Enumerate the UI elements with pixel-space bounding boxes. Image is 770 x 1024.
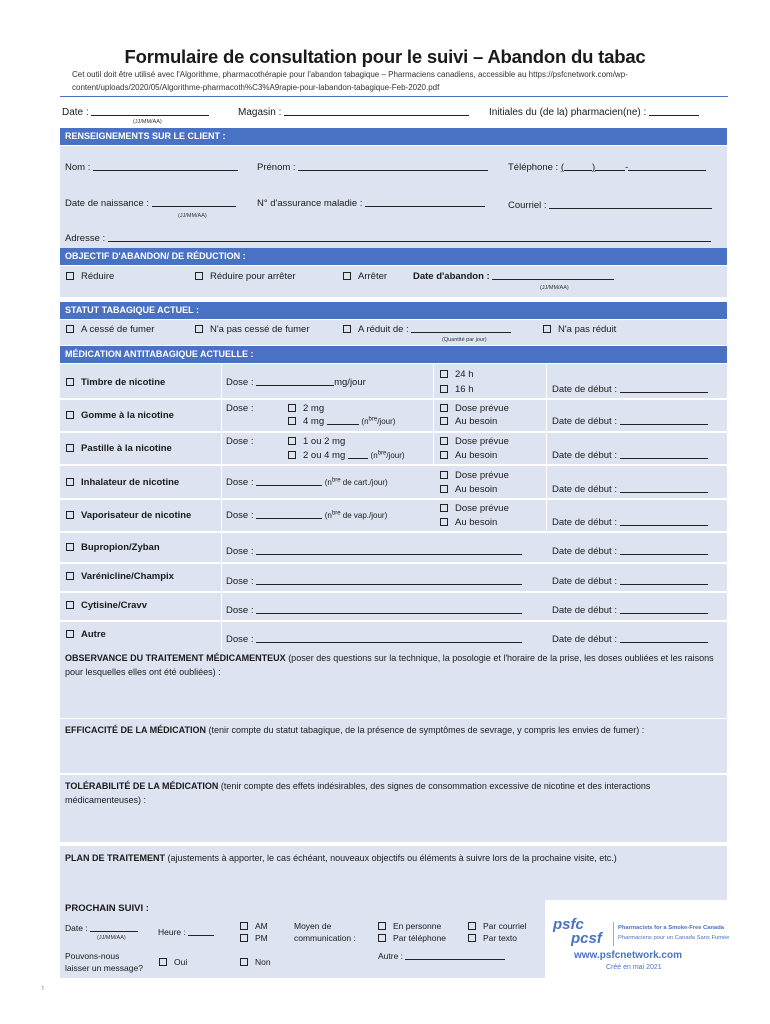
health-insurance-field[interactable]: N° d'assurance maladie : bbox=[257, 198, 485, 209]
gum-checkbox[interactable]: Gomme à la nicotine bbox=[66, 410, 174, 421]
message-no-checkbox[interactable]: Non bbox=[240, 957, 271, 967]
lozenge-as-needed-checkbox[interactable]: Au besoin bbox=[440, 450, 497, 461]
other-med-dose-field[interactable]: Dose : bbox=[226, 634, 522, 645]
table-divider bbox=[546, 364, 547, 530]
lozenge-1-2mg-checkbox[interactable]: 1 ou 2 mg bbox=[288, 436, 345, 447]
status-not-quit-checkbox[interactable]: N'a pas cessé de fumer bbox=[195, 324, 310, 335]
by-phone-checkbox[interactable]: Par téléphone bbox=[378, 933, 446, 943]
header-date-field[interactable]: Date : bbox=[62, 107, 209, 118]
table-divider bbox=[221, 364, 222, 650]
varenicline-dose-field[interactable]: Dose : bbox=[226, 576, 522, 587]
varenicline-checkbox[interactable]: Varénicline/Champix bbox=[66, 571, 174, 582]
spray-dose-field[interactable]: Dose : ($n^{bre}$ de vap./jour) bbox=[226, 510, 388, 521]
adherence-heading: OBSERVANCE DU TRAITEMENT MÉDICAMENTEUX (poser des questions sur la technique, la posologie et l'horaire de la prise, les doses oubliées et les raisons pour lesquelles elles ont été oubliées) : bbox=[65, 653, 714, 677]
spray-start-date[interactable]: Date de début : bbox=[552, 517, 708, 528]
form-title: Formulaire de consultation pour le suivi – Abandon du tabac bbox=[124, 46, 646, 67]
gum-2mg-checkbox[interactable]: 2 mg bbox=[288, 403, 324, 414]
gum-as-needed-checkbox[interactable]: Au besoin bbox=[440, 416, 497, 427]
spray-planned-checkbox[interactable]: Dose prévue bbox=[440, 503, 509, 514]
email-field[interactable]: Courriel : bbox=[508, 200, 712, 211]
patch-dose-field[interactable]: Dose : mg/jour bbox=[226, 377, 366, 388]
treatment-plan-heading: PLAN DE TRAITEMENT (ajustements à apporter, le cas échéant, nouveaux objectifs ou éléments à suivre lors de la prochaine visite, etc.) bbox=[65, 853, 617, 863]
birth-date-format-hint: (JJ/MM/AA) bbox=[178, 213, 207, 219]
varenicline-start-date[interactable]: Date de début : bbox=[552, 576, 708, 587]
table-row-divider bbox=[60, 498, 727, 500]
tolerability-heading: TOLÉRABILITÉ DE LA MÉDICATION (tenir compte des effets indésirables, des signes de consommation excessive de nicotine et des interactions médicamenteuses) : bbox=[65, 781, 651, 805]
spray-checkbox[interactable]: Vaporisateur de nicotine bbox=[66, 510, 191, 521]
leave-message-label: Pouvons-nous bbox=[65, 951, 120, 961]
by-email-checkbox[interactable]: Par courriel bbox=[468, 921, 526, 931]
logo-french-name: Pharmaciens pour un Canada Sans Fumée bbox=[618, 935, 730, 941]
patch-16h-checkbox[interactable]: 16 h bbox=[440, 384, 474, 395]
table-divider bbox=[433, 364, 434, 465]
table-row-divider bbox=[60, 398, 727, 400]
cytisine-start-date[interactable]: Date de début : bbox=[552, 605, 708, 616]
psfc-logo: psfc pcsf bbox=[553, 916, 602, 947]
status-not-reduced-checkbox[interactable]: N'a pas réduit bbox=[543, 324, 616, 335]
status-band: STATUT TABAGIQUE ACTUEL : bbox=[60, 302, 727, 319]
table-row-divider bbox=[60, 562, 727, 564]
followup-date-field[interactable]: Date : bbox=[65, 923, 138, 933]
gum-4mg-checkbox[interactable]: 4 mg $(n^{bre}/jour)$ bbox=[288, 416, 395, 427]
patch-start-date[interactable]: Date de début : bbox=[552, 384, 708, 395]
intro-text: Cet outil doit être utilisé avec l'Algorithme, pharmacothérapie pour l'abandon tabagique – Pharmaciens canadiens, accessible au https://psfcnetwork.com/wp-content/uploads/2020/05/Algorithme-pharmacoth%C3%A9rapie-pour-labandon-tabagique-Feb-2020.pdf bbox=[72, 70, 628, 92]
message-yes-checkbox[interactable]: Oui bbox=[159, 957, 187, 967]
next-followup-title: PROCHAIN SUIVI : bbox=[65, 903, 149, 914]
divider bbox=[60, 96, 728, 97]
goal-band: OBJECTIF D'ABANDON/ DE RÉDUCTION : bbox=[60, 248, 727, 265]
spray-as-needed-checkbox[interactable]: Au besoin bbox=[440, 517, 497, 528]
page-mark: t bbox=[42, 985, 44, 992]
created-date-note: Créé en mai 2021 bbox=[606, 964, 662, 971]
status-quit-checkbox[interactable]: A cessé de fumer bbox=[66, 324, 154, 335]
inhaler-checkbox[interactable]: Inhalateur de nicotine bbox=[66, 477, 179, 488]
first-name-field[interactable]: Prénom : bbox=[257, 162, 488, 173]
quit-date-field[interactable]: Date d'abandon : bbox=[413, 271, 614, 282]
inhaler-planned-checkbox[interactable]: Dose prévue bbox=[440, 470, 509, 481]
address-field[interactable]: Adresse : bbox=[65, 233, 711, 244]
date-format-hint: (JJ/MM/AA) bbox=[133, 119, 162, 125]
goal-quit-checkbox[interactable]: Arrêter bbox=[343, 271, 387, 282]
patch-24h-checkbox[interactable]: 24 h bbox=[440, 369, 474, 380]
other-med-checkbox[interactable]: Autre bbox=[66, 629, 106, 640]
lozenge-start-date[interactable]: Date de début : bbox=[552, 450, 708, 461]
goal-reduce-checkbox[interactable]: Réduire bbox=[66, 271, 114, 282]
other-contact-field[interactable]: Autre : bbox=[378, 951, 505, 961]
client-info-band: RENSEIGNEMENTS SUR LE CLIENT : bbox=[60, 128, 727, 145]
bupropion-start-date[interactable]: Date de début : bbox=[552, 546, 708, 557]
pm-checkbox[interactable]: PM bbox=[240, 933, 268, 943]
patch-checkbox[interactable]: Timbre de nicotine bbox=[66, 377, 165, 388]
bupropion-dose-field[interactable]: Dose : bbox=[226, 546, 522, 557]
by-text-checkbox[interactable]: Par texto bbox=[468, 933, 517, 943]
inhaler-start-date[interactable]: Date de début : bbox=[552, 484, 708, 495]
gum-dose-label: Dose : bbox=[226, 403, 254, 414]
other-med-start-date[interactable]: Date de début : bbox=[552, 634, 708, 645]
last-name-field[interactable]: Nom : bbox=[65, 162, 238, 173]
logo-divider bbox=[613, 922, 614, 946]
in-person-checkbox[interactable]: En personne bbox=[378, 921, 441, 931]
gum-planned-checkbox[interactable]: Dose prévue bbox=[440, 403, 509, 414]
goal-reduce-to-quit-checkbox[interactable]: Réduire pour arrêter bbox=[195, 271, 296, 282]
cytisine-dose-field[interactable]: Dose : bbox=[226, 605, 522, 616]
followup-date-format-hint: (JJ/MM/AA) bbox=[97, 935, 126, 941]
inhaler-as-needed-checkbox[interactable]: Au besoin bbox=[440, 484, 497, 495]
lozenge-planned-checkbox[interactable]: Dose prévue bbox=[440, 436, 509, 447]
medication-band: MÉDICATION ANTITABAGIQUE ACTUELLE : bbox=[60, 346, 727, 363]
gum-start-date[interactable]: Date de début : bbox=[552, 416, 708, 427]
birth-date-field[interactable]: Date de naissance : bbox=[65, 198, 236, 209]
logo-english-name: Pharmacists for a Smoke-Free Canada bbox=[618, 925, 724, 931]
inhaler-dose-field[interactable]: Dose : ($n^{bre}$ de cart./jour) bbox=[226, 477, 388, 488]
table-row-divider bbox=[60, 431, 727, 433]
contact-method-label-2: communication : bbox=[294, 933, 356, 943]
store-field[interactable]: Magasin : bbox=[238, 107, 469, 118]
phone-field[interactable]: Téléphone : ( ) - bbox=[508, 162, 706, 173]
website-link[interactable]: www.psfcnetwork.com bbox=[574, 950, 682, 961]
cytisine-checkbox[interactable]: Cytisine/Cravv bbox=[66, 600, 147, 611]
leave-message-label-2: laisser un message? bbox=[65, 963, 143, 973]
table-row-divider bbox=[60, 464, 727, 466]
pharmacist-initials-field[interactable]: Initiales du (de la) pharmacien(ne) : bbox=[489, 107, 699, 118]
efficacy-heading: EFFICACITÉ DE LA MÉDICATION (tenir compte du statut tabagique, de la présence de symptômes de sevrage, y compris les envies de fumer) : bbox=[65, 725, 645, 735]
lozenge-dose-label: Dose : bbox=[226, 436, 254, 447]
table-row-divider bbox=[60, 620, 727, 622]
quantity-hint: (Quantité par jour) bbox=[442, 337, 487, 343]
status-reduced-checkbox[interactable]: A réduit de : bbox=[343, 324, 511, 335]
lozenge-checkbox[interactable]: Pastille à la nicotine bbox=[66, 443, 172, 454]
table-row-divider bbox=[60, 591, 727, 593]
am-checkbox[interactable]: AM bbox=[240, 921, 268, 931]
contact-method-label: Moyen de bbox=[294, 921, 332, 931]
followup-time-field[interactable]: Heure : bbox=[158, 927, 214, 937]
bupropion-checkbox[interactable]: Bupropion/Zyban bbox=[66, 542, 160, 553]
goal-area bbox=[60, 266, 727, 297]
table-row-divider bbox=[60, 531, 727, 533]
quit-date-format-hint: (JJ/MM/AA) bbox=[540, 285, 569, 291]
lozenge-2-4mg-checkbox[interactable]: 2 ou 4 mg $(n^{bre}/jour)$ bbox=[288, 450, 405, 461]
